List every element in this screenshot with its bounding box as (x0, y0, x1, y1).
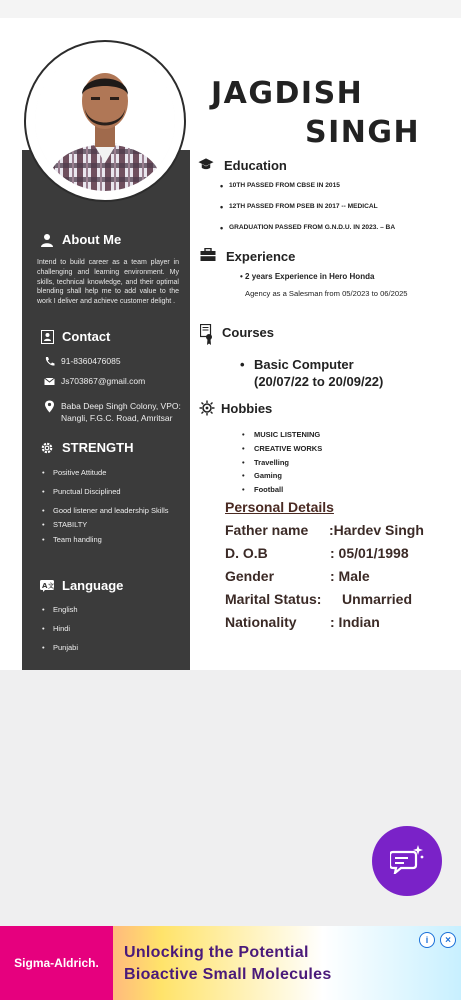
personal-details-title: Personal Details (225, 499, 334, 515)
experience-line-1: • 2 years Experience in Hero Honda (240, 272, 375, 281)
language-list (42, 605, 78, 652)
education-title: Education (224, 157, 287, 173)
email-address: Js703867@gmail.com (61, 376, 146, 386)
course-item: • Basic Computer (20/07/22 to 20/09/22) (240, 357, 384, 389)
detail-value: Unmarried (342, 591, 413, 607)
profile-photo (35, 51, 175, 191)
list-item: • Punjabi (42, 643, 78, 652)
svg-text:文: 文 (48, 582, 54, 590)
education-heading (198, 157, 287, 173)
ad-headline-1: Unlocking the Potential (124, 944, 309, 961)
phone-row (44, 356, 121, 367)
list-item: • Football (242, 483, 322, 497)
resume-sidebar (22, 150, 190, 670)
detail-value: : Indian (330, 614, 380, 630)
graduation-cap-icon (198, 157, 214, 173)
list-item: • CREATIVE WORKS (242, 442, 322, 456)
language-heading (40, 578, 123, 593)
detail-value: :Hardev Singh (329, 522, 424, 538)
strength-list (42, 468, 182, 544)
location-pin-icon (44, 400, 55, 411)
experience-line-2: Agency as a Salesman from 05/2023 to 06/2025 (245, 289, 408, 298)
first-name: JAGDISH (211, 76, 364, 111)
experience-heading (200, 248, 295, 264)
course-name: Basic Computer (254, 357, 354, 372)
mail-icon (44, 376, 55, 387)
phone-icon (44, 356, 55, 367)
hobbies-title: Hobbies (221, 400, 273, 416)
about-text: Intend to build career as a team player in challenging and learning environment. My skills, technical knowledge, and their optimal blending shall help me to add value to the work I deliver and achieve customer delight . (37, 259, 179, 306)
contact-card-icon (40, 330, 54, 344)
address-line-2: Nangli, F.G.C. Road, Amritsar (61, 413, 173, 423)
language-title: Language (62, 578, 124, 593)
course-dates: (20/07/22 to 20/09/22) (254, 374, 384, 389)
detail-label: D. O.B (225, 545, 268, 561)
about-heading (40, 232, 121, 247)
person-icon (40, 233, 54, 247)
chat-sparkle-icon (390, 844, 424, 879)
ad-brand-logo: Sigma-Aldrich. (0, 926, 113, 1000)
courses-title: Courses (222, 324, 275, 340)
certificate-icon (200, 324, 216, 340)
detail-label: Nationality (225, 614, 297, 630)
hobby-icon (199, 400, 215, 416)
detail-value: : 05/01/1998 (330, 545, 409, 561)
email-row (44, 376, 145, 387)
list-item: • Hindi (42, 624, 78, 633)
hobbies-heading (199, 400, 272, 416)
close-icon[interactable]: × (440, 932, 456, 948)
strength-title: STRENGTH (62, 440, 134, 455)
phone-number: 91-8360476085 (61, 356, 121, 366)
contact-title: Contact (62, 329, 111, 344)
ad-banner[interactable] (0, 926, 461, 1000)
list-item: • Good listener and leadership Skills (42, 506, 182, 516)
list-item: • Positive Attitude (42, 468, 182, 477)
detail-label: Marital Status: (225, 591, 322, 607)
list-item: • Punctual Disciplined (42, 487, 182, 496)
list-item: • Gaming (242, 469, 322, 483)
briefcase-icon (200, 248, 216, 264)
detail-label: Father name (225, 522, 309, 538)
info-icon[interactable]: i (419, 932, 435, 948)
ad-headline-2: Bioactive Small Molecules (124, 966, 332, 983)
chat-fab-button[interactable] (372, 826, 442, 896)
resume-image[interactable] (0, 18, 461, 670)
list-item: • 12TH PASSED FROM PSEB IN 2017 -- MEDICAL (220, 203, 395, 224)
list-item: • STABILTY (42, 520, 182, 529)
list-item: • MUSIC LISTENING (242, 428, 322, 442)
address-row (44, 400, 181, 424)
education-list (220, 182, 395, 245)
last-name: SINGH (305, 115, 421, 150)
list-item: • Travelling (242, 456, 322, 470)
svg-text:A: A (42, 581, 48, 590)
experience-text-1: 2 years Experience in Hero Honda (245, 272, 375, 281)
detail-label: Gender (225, 568, 275, 584)
address-line-1: Baba Deep Singh Colony, VPO: (61, 401, 181, 411)
strength-heading (40, 440, 134, 455)
about-title: About Me (62, 232, 122, 247)
top-strip (0, 0, 461, 18)
list-item: • GRADUATION PASSED FROM G.N.D.U. IN 2023. – BA (220, 224, 395, 245)
address-text (61, 400, 181, 424)
hobbies-list (242, 428, 322, 497)
translate-icon (40, 579, 54, 593)
list-item: • English (42, 605, 78, 614)
profile-photo-frame (24, 40, 186, 202)
contact-heading (40, 329, 110, 344)
courses-heading (200, 324, 274, 340)
list-item: • 10TH PASSED FROM CBSE IN 2015 (220, 182, 395, 203)
gear-icon (40, 441, 54, 455)
list-item: • Team handling (42, 535, 182, 544)
detail-value: : Male (330, 568, 370, 584)
experience-title: Experience (226, 248, 296, 264)
